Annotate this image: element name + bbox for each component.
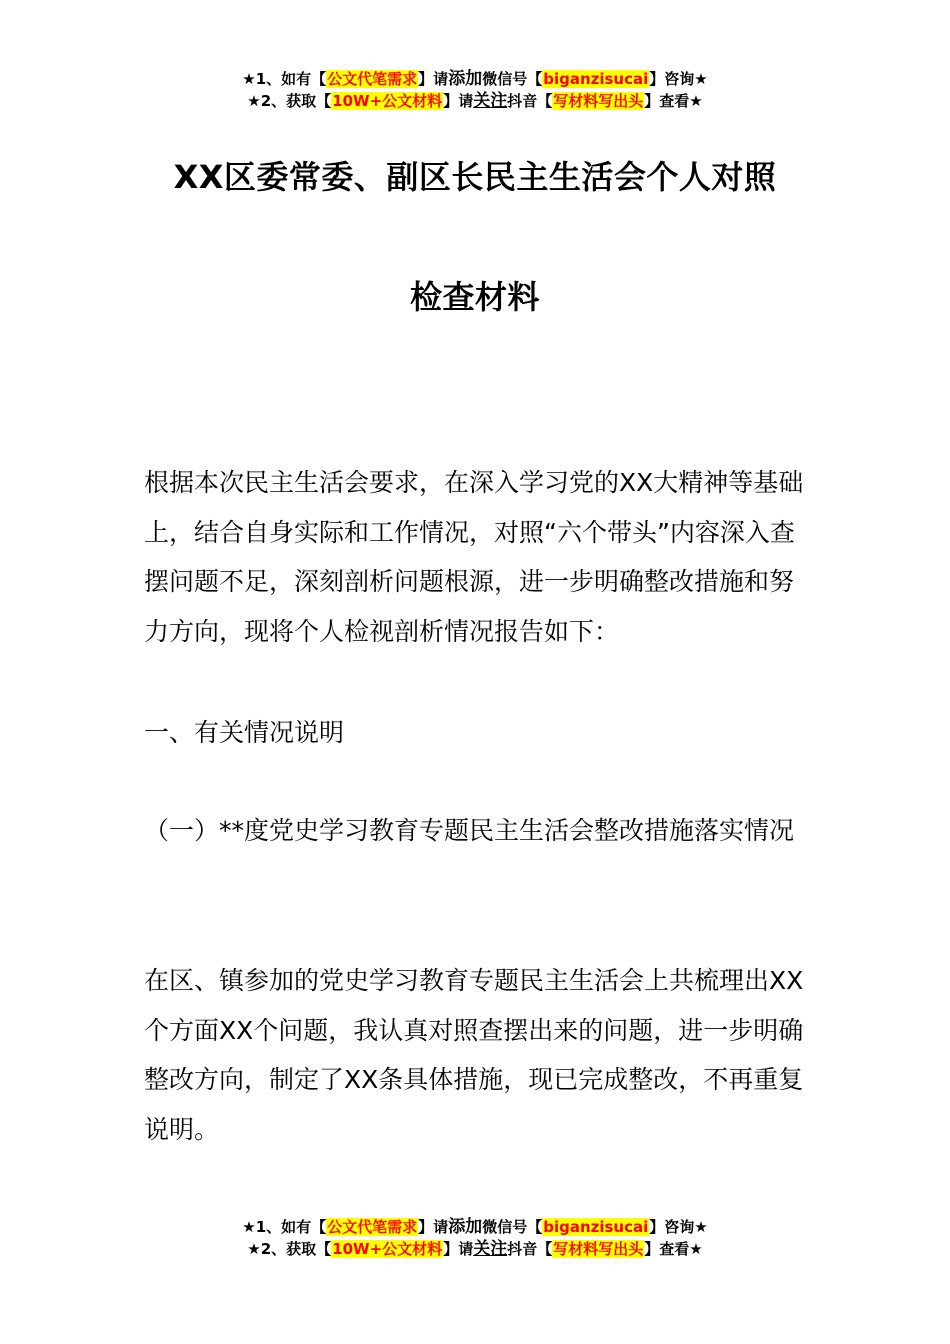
banner-line-1 — [0, 68, 950, 90]
banner-douyin-name: 写材料写出头 — [553, 1240, 644, 1258]
banner-text: 】请 — [418, 1218, 449, 1236]
banner-line-1 — [0, 1216, 950, 1238]
intro-paragraph: 根据本次民主生活会要求，在深入学习党的XX大精神等基础上，结合自身实际和工作情况，对照“六个带头”内容深入查摆问题不足，深刻剖析问题根源，进一步明确整改措施和努力方向，现将个人检视剖析情况报告如下： — [144, 468, 804, 646]
banner-text: 抖音【 — [507, 1240, 553, 1258]
banner-text: 】请 — [418, 70, 449, 88]
banner-text: 】查看★ — [644, 1240, 703, 1258]
footer-banner — [0, 1216, 950, 1260]
banner-text: 】咨询★ — [649, 1218, 708, 1236]
banner-highlight: 公文代笔需求 — [327, 70, 418, 88]
banner-line-2 — [0, 90, 950, 112]
banner-text: ★2、获取【 — [247, 1240, 332, 1258]
banner-wechat-id: biganzisucai — [543, 1218, 649, 1236]
body-paragraph: 在区、镇参加的党史学习教育专题民主生活会上共梳理出XX个方面XX个问题，我认真对照查摆出来的问题，进一步明确整改方向，制定了XX条具体措施，现已完成整改，不再重复说明。 — [144, 966, 804, 1144]
subsection-heading: （一）**度党史学习教育专题民主生活会整改措施落实情况 — [144, 816, 795, 845]
banner-text: 微信号【 — [482, 70, 543, 88]
banner-emphasis: 添加 — [448, 69, 483, 89]
banner-highlight: 10W+公文材料 — [332, 1240, 443, 1258]
banner-text: 微信号【 — [482, 1218, 543, 1236]
banner-text: 】查看★ — [644, 92, 703, 110]
banner-highlight: 公文代笔需求 — [327, 1218, 418, 1236]
section-heading: 一、有关情况说明 — [144, 718, 345, 747]
banner-highlight: 10W+公文材料 — [332, 92, 443, 110]
banner-text: ★1、如有【 — [242, 1218, 327, 1236]
banner-text: 】请 — [443, 92, 474, 110]
banner-emphasis: 关注 — [473, 1239, 508, 1259]
banner-text: 】请 — [443, 1240, 474, 1258]
header-banner — [0, 68, 950, 112]
banner-emphasis: 添加 — [448, 1217, 483, 1237]
document-title-line-1: XX区委常委、副区长民主生活会个人对照 — [173, 158, 777, 196]
document-title-line-2: 检查材料 — [409, 278, 540, 316]
banner-wechat-id: biganzisucai — [543, 70, 649, 88]
banner-text: ★2、获取【 — [247, 92, 332, 110]
banner-douyin-name: 写材料写出头 — [553, 92, 644, 110]
banner-text: ★1、如有【 — [242, 70, 327, 88]
banner-text: 抖音【 — [507, 92, 553, 110]
banner-emphasis: 关注 — [473, 91, 508, 111]
banner-text: 】咨询★ — [649, 70, 708, 88]
banner-line-2 — [0, 1238, 950, 1260]
